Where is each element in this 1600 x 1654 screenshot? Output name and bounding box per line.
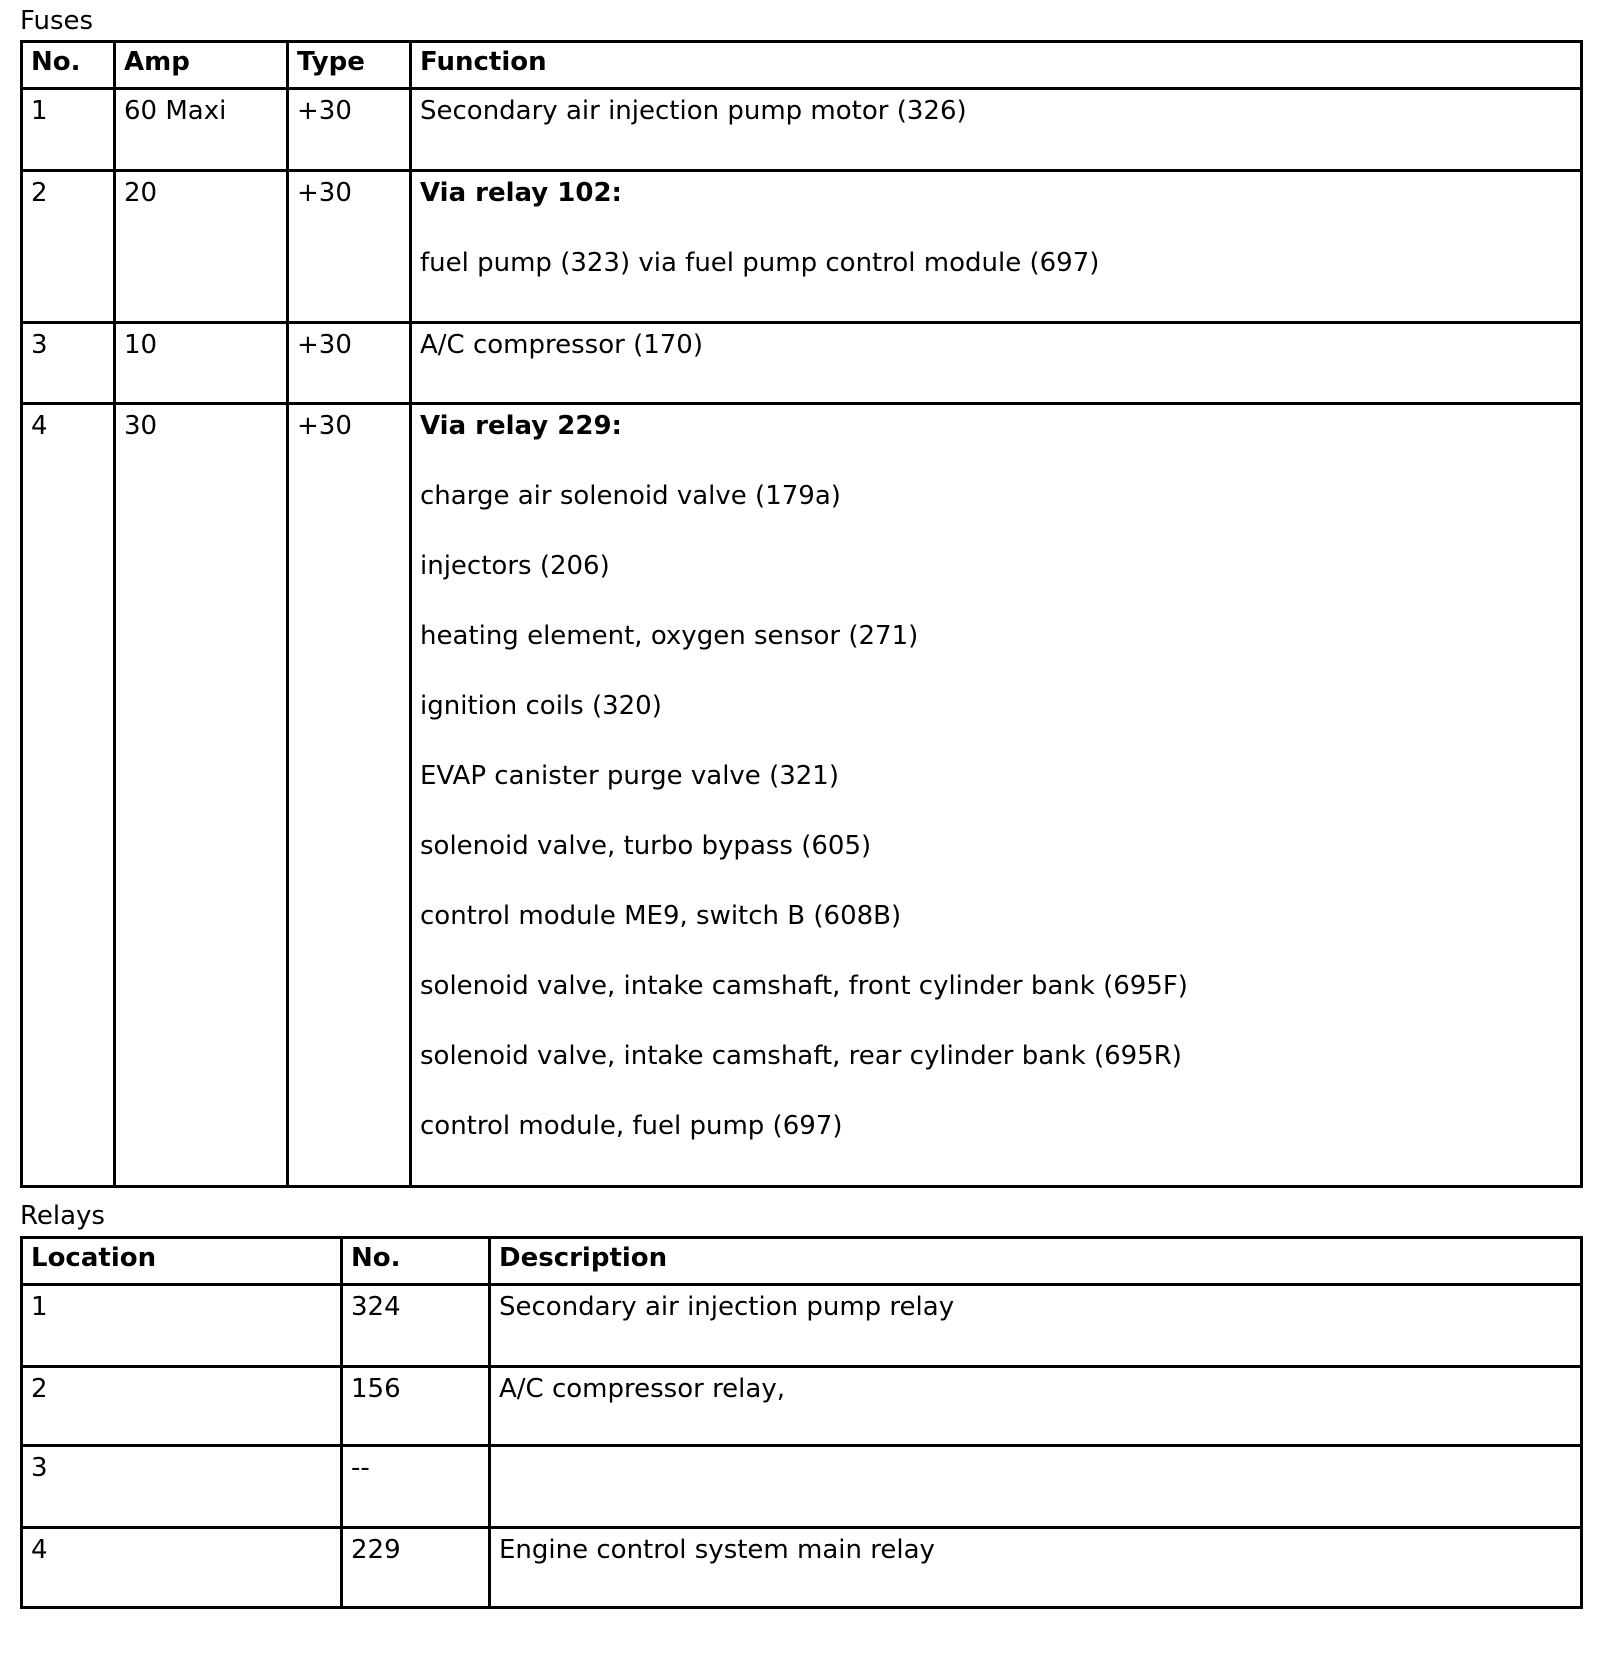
relay-no-cell: 229 xyxy=(342,1528,490,1608)
relay-location-cell: 2 xyxy=(22,1367,342,1446)
fuse-row xyxy=(22,171,1582,323)
fuse-function-heading: Via relay 229: xyxy=(420,411,622,441)
fuse-no-cell: 2 xyxy=(22,171,115,323)
fuse-type-cell: +30 xyxy=(288,404,411,1187)
fuse-no-cell: 3 xyxy=(22,323,115,404)
fuse-type-cell: +30 xyxy=(288,323,411,404)
relay-no-cell: 324 xyxy=(342,1285,490,1367)
fuse-amp-cell: 10 xyxy=(115,323,288,404)
relay-no-cell: 156 xyxy=(342,1367,490,1446)
fuse-row xyxy=(22,404,1582,1187)
relays-table xyxy=(20,1236,1583,1609)
fuse-function-cell xyxy=(411,404,1582,1187)
fuse-function-line: heating element, oxygen sensor (271) xyxy=(420,621,919,651)
fuse-function-line: injectors (206) xyxy=(420,551,610,581)
relay-row xyxy=(22,1285,1582,1367)
relay-description-cell: Engine control system main relay xyxy=(490,1528,1582,1608)
fuse-function-heading: Via relay 102: xyxy=(420,178,622,208)
fuses-header-no: No. xyxy=(22,42,115,89)
relay-location-cell: 3 xyxy=(22,1446,342,1528)
fuse-function-line: ignition coils (320) xyxy=(420,691,662,721)
fuse-function-line: A/C compressor (170) xyxy=(420,330,703,360)
fuse-amp-cell: 60 Maxi xyxy=(115,89,288,171)
relays-header-row xyxy=(22,1238,1582,1285)
relays-header-no: No. xyxy=(342,1238,490,1285)
fuse-row xyxy=(22,89,1582,171)
fuse-amp-cell: 20 xyxy=(115,171,288,323)
fuse-function-line: fuel pump (323) via fuel pump control module (697) xyxy=(420,248,1100,278)
fuse-type-cell: +30 xyxy=(288,171,411,323)
fuse-function-line: solenoid valve, intake camshaft, rear cylinder bank (695R) xyxy=(420,1041,1182,1071)
relay-location-cell: 4 xyxy=(22,1528,342,1608)
fuses-body xyxy=(22,89,1582,1187)
relay-description-cell: Secondary air injection pump relay xyxy=(490,1285,1582,1367)
fuse-function-line: Secondary air injection pump motor (326) xyxy=(420,96,967,126)
relay-row xyxy=(22,1446,1582,1528)
fuses-table xyxy=(20,40,1583,1188)
relay-row xyxy=(22,1528,1582,1608)
relays-header-location: Location xyxy=(22,1238,342,1285)
fuse-type-cell: +30 xyxy=(288,89,411,171)
relay-description-cell xyxy=(490,1446,1582,1528)
relay-location-cell: 1 xyxy=(22,1285,342,1367)
fuse-function-cell xyxy=(411,323,1582,404)
fuses-header-row xyxy=(22,42,1582,89)
fuse-no-cell: 4 xyxy=(22,404,115,1187)
fuse-function-line: solenoid valve, turbo bypass (605) xyxy=(420,831,872,861)
relays-title: Relays xyxy=(20,1201,105,1231)
fuses-header-function: Function xyxy=(411,42,1582,89)
fuse-function-line: control module ME9, switch B (608B) xyxy=(420,901,902,931)
fuse-function-cell xyxy=(411,171,1582,323)
relay-description-cell: A/C compressor relay, xyxy=(490,1367,1582,1446)
fuses-title: Fuses xyxy=(20,6,94,36)
fuse-row xyxy=(22,323,1582,404)
fuses-header-type: Type xyxy=(288,42,411,89)
relays-header-description: Description xyxy=(490,1238,1582,1285)
fuses-header-amp: Amp xyxy=(115,42,288,89)
fuse-function-cell xyxy=(411,89,1582,171)
fuse-function-line: control module, fuel pump (697) xyxy=(420,1111,843,1141)
fuse-function-line: EVAP canister purge valve (321) xyxy=(420,761,839,791)
fuse-amp-cell: 30 xyxy=(115,404,288,1187)
fuse-no-cell: 1 xyxy=(22,89,115,171)
fuse-function-line: charge air solenoid valve (179a) xyxy=(420,481,841,511)
relay-row xyxy=(22,1367,1582,1446)
relay-no-cell: -- xyxy=(342,1446,490,1528)
relays-body xyxy=(22,1285,1582,1608)
fuse-function-line: solenoid valve, intake camshaft, front cylinder bank (695F) xyxy=(420,971,1188,1001)
